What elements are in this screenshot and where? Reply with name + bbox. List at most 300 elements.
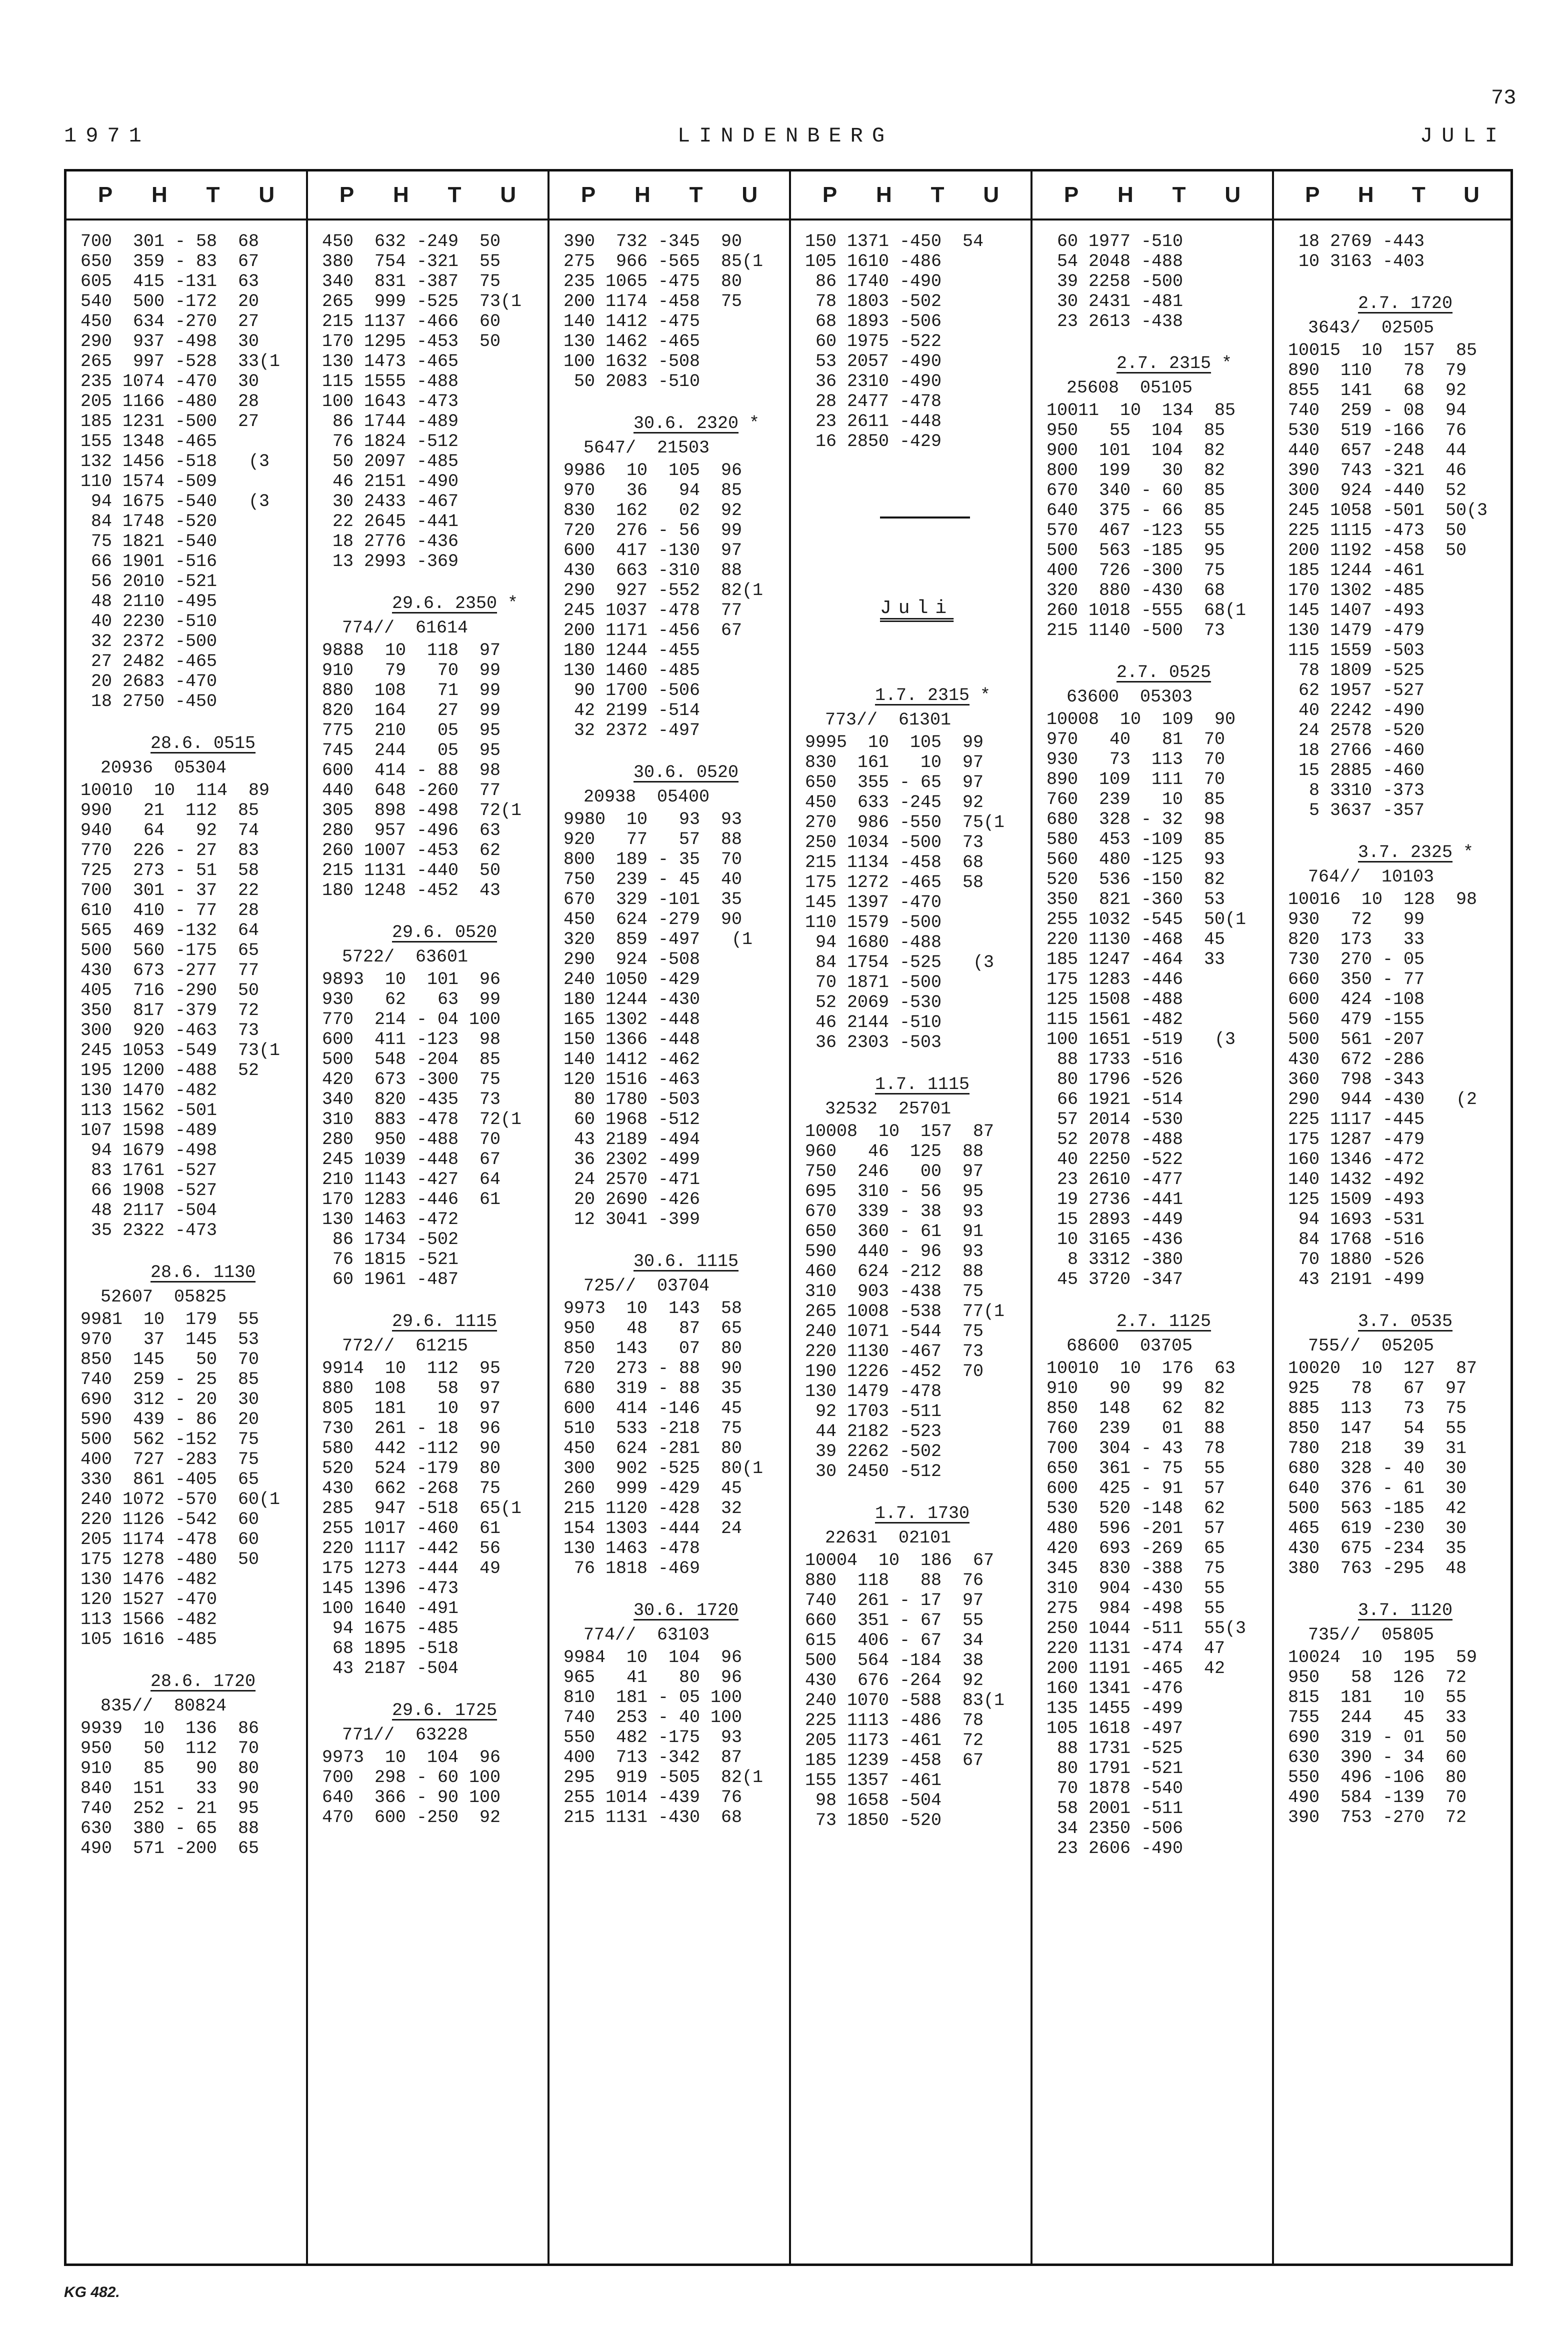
data-row: 10008 10 109 90 <box>1046 710 1236 730</box>
data-row: 400 713 -342 87 <box>564 1748 742 1768</box>
table-column-1 <box>66 172 308 2264</box>
data-row: 36 2310 -490 <box>805 372 942 392</box>
data-row: 80 1780 -503 <box>564 1090 700 1110</box>
data-row: 205 1166 -480 28 <box>80 392 260 412</box>
sounding-title: 28.6. 1720 <box>150 1672 256 1692</box>
data-row: 140 1412 -475 <box>564 312 700 332</box>
data-row: 110 1579 -500 <box>805 912 942 932</box>
data-row: 390 732 -345 90 <box>564 232 742 252</box>
sounding-code: 735// 05805 <box>1308 1625 1434 1645</box>
data-row: 290 927 -552 82(1 <box>564 580 764 600</box>
sounding-code: 773// 61301 <box>825 710 952 730</box>
column-header-label: T <box>1412 182 1426 207</box>
data-row: 235 1065 -475 80 <box>564 272 742 292</box>
column-body <box>1274 220 1510 1828</box>
data-row: 155 1348 -465 <box>80 432 218 452</box>
data-row: 820 173 33 <box>1288 930 1425 950</box>
data-row: 220 1117 -442 56 <box>322 1538 501 1558</box>
data-row: 740 259 - 08 94 <box>1288 400 1467 420</box>
data-row: 530 519 -166 76 <box>1288 420 1467 440</box>
data-row: 290 924 -508 <box>564 950 700 970</box>
data-row: 205 1173 -461 72 <box>805 1730 984 1750</box>
data-row: 590 440 - 96 93 <box>805 1242 984 1262</box>
column-header-label: T <box>689 182 703 207</box>
data-row: 23 2613 -438 <box>1046 312 1184 332</box>
sounding-title: 30.6. 1115 <box>634 1252 739 1272</box>
data-row: 66 1901 -516 <box>80 552 218 572</box>
data-row: 400 726 -300 75 <box>1046 560 1226 580</box>
sounding-table <box>64 169 1513 2266</box>
data-row: 70 1880 -526 <box>1288 1250 1425 1270</box>
sounding-code: 20936 05304 <box>100 758 227 778</box>
data-row: 86 1744 -489 <box>322 412 459 432</box>
data-row: 190 1226 -452 70 <box>805 1362 984 1382</box>
data-row: 360 798 -343 <box>1288 1070 1425 1090</box>
data-row: 605 415 -131 63 <box>80 272 260 292</box>
data-row: 36 2302 -499 <box>564 1150 700 1170</box>
data-row: 165 1302 -448 <box>564 1010 700 1030</box>
data-row: 60 1968 -512 <box>564 1110 700 1130</box>
month-label: JULI <box>1420 124 1506 148</box>
data-row: 750 246 00 97 <box>805 1162 984 1182</box>
data-row: 490 571 -200 65 <box>80 1838 260 1858</box>
data-row: 16 2850 -429 <box>805 432 942 452</box>
data-row: 5 3637 -357 <box>1288 800 1425 820</box>
data-row: 43 2187 -504 <box>322 1658 459 1678</box>
data-row: 76 1815 -521 <box>322 1250 459 1270</box>
data-row: 330 861 -405 65 <box>80 1470 260 1490</box>
data-row: 175 1273 -444 49 <box>322 1558 501 1578</box>
data-row: 660 351 - 67 55 <box>805 1610 984 1630</box>
data-row: 39 2258 -500 <box>1046 272 1184 292</box>
data-row: 240 1050 -429 <box>564 970 700 990</box>
station-title: LINDENBERG <box>678 124 894 148</box>
data-row: 930 62 63 99 <box>322 990 501 1010</box>
column-header-label: H <box>1358 182 1374 207</box>
data-row: 40 2230 -510 <box>80 612 218 632</box>
data-row: 265 999 -525 73(1 <box>322 292 522 312</box>
data-row: 30 2450 -512 <box>805 1462 942 1482</box>
data-row: 34 2350 -506 <box>1046 1818 1184 1838</box>
data-row: 755 244 45 33 <box>1288 1708 1467 1728</box>
data-row: 855 141 68 92 <box>1288 380 1467 400</box>
sounding-code: 835// 80824 <box>100 1696 227 1716</box>
data-row: 113 1562 -501 <box>80 1100 218 1120</box>
data-row: 9995 10 105 99 <box>805 732 984 752</box>
data-row: 670 340 - 60 85 <box>1046 480 1226 500</box>
column-header-label: H <box>393 182 409 207</box>
data-row: 70 1878 -540 <box>1046 1778 1184 1798</box>
data-row: 245 1058 -501 50(3 <box>1288 500 1488 520</box>
data-row: 680 328 - 32 98 <box>1046 810 1226 830</box>
data-row: 23 2610 -477 <box>1046 1170 1184 1190</box>
data-row: 154 1303 -444 24 <box>564 1518 742 1538</box>
data-row: 440 648 -260 77 <box>322 780 501 800</box>
column-header-label: P <box>98 182 113 207</box>
data-row: 58 2001 -511 <box>1046 1798 1184 1818</box>
data-row: 340 831 -387 75 <box>322 272 501 292</box>
data-row: 300 920 -463 73 <box>80 1020 260 1040</box>
data-row: 215 1131 -430 68 <box>564 1808 742 1828</box>
data-row: 215 1140 -500 73 <box>1046 620 1226 640</box>
data-row: 9973 10 104 96 <box>322 1748 501 1768</box>
data-row: 700 301 - 37 22 <box>80 880 260 900</box>
sounding-code: 774// 63103 <box>584 1625 710 1645</box>
data-row: 45 3720 -347 <box>1046 1270 1184 1290</box>
data-row: 66 1921 -514 <box>1046 1090 1184 1110</box>
data-row: 260 1007 -453 62 <box>322 840 501 860</box>
data-row: 27 2482 -465 <box>80 652 218 672</box>
column-header-label: H <box>1118 182 1134 207</box>
data-row: 8 3312 -380 <box>1046 1250 1184 1270</box>
column-header-label: H <box>876 182 892 207</box>
data-row: 220 1131 -474 47 <box>1046 1638 1226 1658</box>
data-row: 15 2885 -460 <box>1288 760 1425 780</box>
data-row: 760 239 01 88 <box>1046 1418 1226 1438</box>
column-body <box>66 220 306 1858</box>
data-row: 8 3310 -373 <box>1288 780 1425 800</box>
column-body <box>308 220 548 1828</box>
table-column-4 <box>791 172 1032 2264</box>
data-row: 195 1200 -488 52 <box>80 1060 260 1080</box>
data-row: 120 1516 -463 <box>564 1070 700 1090</box>
data-row: 910 85 90 80 <box>80 1758 260 1778</box>
data-row: 130 1463 -472 <box>322 1210 459 1230</box>
data-row: 220 1130 -468 45 <box>1046 930 1226 950</box>
data-row: 84 1748 -520 <box>80 512 218 532</box>
data-row: 180 1244 -430 <box>564 990 700 1010</box>
data-row: 770 214 - 04 100 <box>322 1010 501 1030</box>
data-row: 73 1850 -520 <box>805 1810 942 1830</box>
data-row: 175 1272 -465 58 <box>805 872 984 892</box>
data-row: 500 562 -152 75 <box>80 1430 260 1450</box>
data-row: 650 360 - 61 91 <box>805 1222 984 1242</box>
data-row: 130 1460 -485 <box>564 660 700 680</box>
data-row: 54 2048 -488 <box>1046 252 1184 272</box>
data-row: 75 1821 -540 <box>80 532 218 552</box>
data-row: 265 997 -528 33(1 <box>80 352 280 372</box>
data-row: 175 1287 -479 <box>1288 1130 1425 1150</box>
data-row: 780 218 39 31 <box>1288 1438 1467 1458</box>
data-row: 48 2117 -504 <box>80 1200 218 1220</box>
data-row: 15 2893 -449 <box>1046 1210 1184 1230</box>
data-row: 880 108 58 97 <box>322 1378 501 1398</box>
data-row: 32 2372 -497 <box>564 720 700 740</box>
data-row: 245 1037 -478 77 <box>564 600 742 620</box>
data-row: 350 817 -379 72 <box>80 1000 260 1020</box>
data-row: 23 2606 -490 <box>1046 1838 1184 1858</box>
data-row: 720 276 - 56 99 <box>564 520 742 540</box>
data-row: 100 1640 -491 <box>322 1598 459 1618</box>
column-header <box>66 172 306 220</box>
data-row: 695 310 - 56 95 <box>805 1182 984 1202</box>
data-row: 690 312 - 20 30 <box>80 1390 260 1410</box>
column-header-label: U <box>258 182 275 207</box>
data-row: 57 2014 -530 <box>1046 1110 1184 1130</box>
sounding-code: 20938 05400 <box>584 787 710 807</box>
data-row: 610 410 - 77 28 <box>80 900 260 920</box>
data-row: 560 479 -155 <box>1288 1010 1425 1030</box>
data-row: 10010 10 114 89 <box>80 780 270 800</box>
data-row: 450 634 -270 27 <box>80 312 260 332</box>
data-row: 510 533 -218 75 <box>564 1418 742 1438</box>
data-row: 830 162 02 92 <box>564 500 742 520</box>
data-row: 730 270 - 05 <box>1288 950 1425 970</box>
data-row: 650 361 - 75 55 <box>1046 1458 1226 1478</box>
data-row: 130 1479 -479 <box>1288 620 1425 640</box>
data-row: 240 1072 -570 60(1 <box>80 1490 280 1510</box>
data-row: 185 1231 -500 27 <box>80 412 260 432</box>
data-row: 420 673 -300 75 <box>322 1070 501 1090</box>
column-header-label: U <box>1464 182 1480 207</box>
data-row: 98 1658 -504 <box>805 1790 942 1810</box>
data-row: 10 3165 -436 <box>1046 1230 1184 1250</box>
sounding-title: 3.7. 2325 * <box>1358 842 1474 862</box>
data-row: 10015 10 157 85 <box>1288 340 1478 360</box>
table-column-5 <box>1032 172 1274 2264</box>
data-row: 960 46 125 88 <box>805 1142 984 1162</box>
data-row: 185 1244 -461 <box>1288 560 1425 580</box>
data-row: 380 754 -321 55 <box>322 252 501 272</box>
data-row: 10010 10 176 63 <box>1046 1358 1236 1378</box>
data-row: 460 624 -212 88 <box>805 1262 984 1282</box>
data-row: 10011 10 134 85 <box>1046 400 1236 420</box>
data-row: 225 1117 -445 <box>1288 1110 1425 1130</box>
data-row: 160 1341 -476 <box>1046 1678 1184 1698</box>
data-row: 10016 10 128 98 <box>1288 890 1478 910</box>
data-row: 250 1034 -500 73 <box>805 832 984 852</box>
data-row: 200 1192 -458 50 <box>1288 540 1467 560</box>
data-row: 680 319 - 88 35 <box>564 1378 742 1398</box>
data-row: 300 924 -440 52 <box>1288 480 1467 500</box>
column-header-label: U <box>742 182 758 207</box>
form-number: KG 482. <box>64 2284 120 2300</box>
data-row: 170 1295 -453 50 <box>322 332 501 352</box>
column-header <box>1032 172 1272 220</box>
data-row: 50 2097 -485 <box>322 452 459 472</box>
data-row: 86 1734 -502 <box>322 1230 459 1250</box>
data-row: 320 859 -497 (1 <box>564 930 753 950</box>
column-body <box>791 220 1030 1830</box>
data-row: 295 919 -505 82(1 <box>564 1768 764 1788</box>
column-header-label: U <box>1224 182 1241 207</box>
data-row: 290 944 -430 (2 <box>1288 1090 1478 1110</box>
data-row: 950 58 126 72 <box>1288 1668 1467 1688</box>
data-row: 745 244 05 95 <box>322 740 501 760</box>
data-row: 970 37 145 53 <box>80 1330 260 1350</box>
data-row: 13 2993 -369 <box>322 552 459 572</box>
data-row: 500 560 -175 65 <box>80 940 260 960</box>
sounding-title: 1.7. 2315 * <box>875 686 991 706</box>
column-body <box>550 220 789 1828</box>
data-row: 255 1017 -460 61 <box>322 1518 501 1538</box>
data-row: 48 2110 -495 <box>80 592 218 612</box>
data-row: 46 2144 -510 <box>805 1012 942 1032</box>
data-row: 24 2578 -520 <box>1288 720 1425 740</box>
data-row: 580 453 -109 85 <box>1046 830 1226 850</box>
data-row: 180 1248 -452 43 <box>322 880 501 900</box>
data-row: 170 1283 -446 61 <box>322 1190 501 1210</box>
data-row: 770 226 - 27 83 <box>80 840 260 860</box>
data-row: 130 1462 -465 <box>564 332 700 352</box>
data-row: 850 145 50 70 <box>80 1350 260 1370</box>
sounding-title: 29.6. 1115 <box>392 1312 498 1332</box>
sounding-title: 2.7. 2315 * <box>1116 354 1232 374</box>
column-header-label: P <box>1305 182 1320 207</box>
data-row: 19 2736 -441 <box>1046 1190 1184 1210</box>
data-row: 880 108 71 99 <box>322 680 501 700</box>
page-number: 73 <box>1491 86 1516 110</box>
column-header-label: P <box>580 182 596 207</box>
data-row: 260 1018 -555 68(1 <box>1046 600 1246 620</box>
data-row: 275 984 -498 55 <box>1046 1598 1226 1618</box>
column-header-label: H <box>152 182 168 207</box>
data-row: 540 500 -172 20 <box>80 292 260 312</box>
data-row: 310 883 -478 72(1 <box>322 1110 522 1130</box>
data-row: 125 1509 -493 <box>1288 1190 1425 1210</box>
sounding-title: 1.7. 1115 <box>875 1074 970 1094</box>
data-row: 500 564 -184 38 <box>805 1650 984 1670</box>
table-column-3 <box>550 172 791 2264</box>
data-row: 550 496 -106 80 <box>1288 1768 1467 1788</box>
data-row: 20 2683 -470 <box>80 672 218 692</box>
data-row: 60 1975 -522 <box>805 332 942 352</box>
data-row: 850 148 62 82 <box>1046 1398 1226 1418</box>
data-row: 115 1559 -503 <box>1288 640 1425 660</box>
data-row: 245 1039 -448 67 <box>322 1150 501 1170</box>
data-row: 500 563 -185 95 <box>1046 540 1226 560</box>
data-row: 345 830 -388 75 <box>1046 1558 1226 1578</box>
data-row: 170 1302 -485 <box>1288 580 1425 600</box>
data-row: 630 390 - 34 60 <box>1288 1748 1467 1768</box>
data-row: 200 1171 -456 67 <box>564 620 742 640</box>
data-row: 740 253 - 40 100 <box>564 1708 742 1728</box>
data-row: 340 820 -435 73 <box>322 1090 501 1110</box>
data-row: 30 2433 -467 <box>322 492 459 512</box>
data-row: 140 1412 -462 <box>564 1050 700 1070</box>
data-row: 720 273 - 88 90 <box>564 1358 742 1378</box>
data-row: 78 1809 -525 <box>1288 660 1425 680</box>
data-row: 18 2766 -460 <box>1288 740 1425 760</box>
data-row: 46 2151 -490 <box>322 472 459 492</box>
column-header-label: P <box>339 182 354 207</box>
data-row: 113 1566 -482 <box>80 1610 218 1630</box>
data-row: 270 986 -550 75(1 <box>805 812 1005 832</box>
data-row: 155 1357 -461 <box>805 1770 942 1790</box>
data-row: 280 957 -496 63 <box>322 820 501 840</box>
data-row: 9939 10 136 86 <box>80 1718 260 1738</box>
data-row: 40 2250 -522 <box>1046 1150 1184 1170</box>
data-row: 220 1126 -542 60 <box>80 1510 260 1530</box>
data-row: 225 1113 -486 78 <box>805 1710 984 1730</box>
data-row: 60 1977 -510 <box>1046 232 1184 252</box>
data-row: 160 1346 -472 <box>1288 1150 1425 1170</box>
data-row: 9888 10 118 97 <box>322 640 501 660</box>
data-row: 800 189 - 35 70 <box>564 850 742 870</box>
data-row: 76 1818 -469 <box>564 1558 700 1578</box>
data-row: 885 113 73 75 <box>1288 1398 1467 1418</box>
data-row: 10020 10 127 87 <box>1288 1358 1478 1378</box>
data-row: 890 110 78 79 <box>1288 360 1467 380</box>
data-row: 200 1174 -458 75 <box>564 292 742 312</box>
data-row: 68 1895 -518 <box>322 1638 459 1658</box>
data-row: 130 1476 -482 <box>80 1570 218 1590</box>
data-row: 80 1796 -526 <box>1046 1070 1184 1090</box>
data-row: 400 727 -283 75 <box>80 1450 260 1470</box>
data-row: 205 1174 -478 60 <box>80 1530 260 1550</box>
data-row: 700 301 - 58 68 <box>80 232 260 252</box>
data-row: 9914 10 112 95 <box>322 1358 501 1378</box>
data-row: 640 376 - 61 30 <box>1288 1478 1467 1498</box>
data-row: 110 1574 -509 <box>80 472 218 492</box>
data-row: 310 903 -438 75 <box>805 1282 984 1302</box>
data-row: 30 2431 -481 <box>1046 292 1184 312</box>
data-row: 640 366 - 90 100 <box>322 1788 501 1808</box>
data-row: 115 1561 -482 <box>1046 1010 1184 1030</box>
data-row: 215 1134 -458 68 <box>805 852 984 872</box>
column-header-label: P <box>1064 182 1079 207</box>
data-row: 10008 10 157 87 <box>805 1122 994 1142</box>
data-row: 430 672 -286 <box>1288 1050 1425 1070</box>
data-row: 520 524 -179 80 <box>322 1458 501 1478</box>
data-row: 215 1137 -466 60 <box>322 312 501 332</box>
data-row: 43 2189 -494 <box>564 1130 700 1150</box>
data-row: 9986 10 105 96 <box>564 460 742 480</box>
data-row: 105 1610 -486 <box>805 252 942 272</box>
sounding-title: 2.7. 1720 <box>1358 294 1453 314</box>
data-row: 275 966 -565 85(1 <box>564 252 764 272</box>
data-row: 305 898 -498 72(1 <box>322 800 522 820</box>
data-row: 810 181 - 05 100 <box>564 1688 742 1708</box>
data-row: 630 380 - 65 88 <box>80 1818 260 1838</box>
data-row: 40 2242 -490 <box>1288 700 1425 720</box>
data-row: 740 261 - 17 97 <box>805 1590 984 1610</box>
data-row: 730 261 - 18 96 <box>322 1418 501 1438</box>
data-row: 405 716 -290 50 <box>80 980 260 1000</box>
data-row: 130 1473 -465 <box>322 352 459 372</box>
sounding-title: 2.7. 0525 <box>1116 662 1212 682</box>
data-row: 92 1703 -511 <box>805 1402 942 1422</box>
data-row: 470 600 -250 92 <box>322 1808 501 1828</box>
sounding-title: 30.6. 2320 * <box>634 414 760 434</box>
data-row: 490 584 -139 70 <box>1288 1788 1467 1808</box>
data-row: 130 1470 -482 <box>80 1080 218 1100</box>
data-row: 39 2262 -502 <box>805 1442 942 1462</box>
data-row: 94 1679 -498 <box>80 1140 218 1160</box>
data-row: 115 1555 -488 <box>322 372 459 392</box>
data-row: 970 36 94 85 <box>564 480 742 500</box>
sounding-code: 52607 05825 <box>100 1287 227 1307</box>
data-row: 80 1791 -521 <box>1046 1758 1184 1778</box>
data-row: 12 3041 -399 <box>564 1210 700 1230</box>
data-row: 700 298 - 60 100 <box>322 1768 501 1788</box>
data-row: 90 1700 -506 <box>564 680 700 700</box>
sounding-code: 25608 05105 <box>1066 378 1193 398</box>
data-row: 94 1693 -531 <box>1288 1210 1425 1230</box>
column-header-label: U <box>500 182 516 207</box>
data-row: 220 1130 -467 73 <box>805 1342 984 1362</box>
data-row: 35 2322 -473 <box>80 1220 218 1240</box>
data-row: 240 1070 -588 83(1 <box>805 1690 1005 1710</box>
data-row: 225 1115 -473 50 <box>1288 520 1467 540</box>
data-row: 175 1278 -480 50 <box>80 1550 260 1570</box>
data-row: 990 21 112 85 <box>80 800 260 820</box>
data-row: 390 753 -270 72 <box>1288 1808 1467 1828</box>
column-header-label: H <box>634 182 650 207</box>
data-row: 255 1014 -439 76 <box>564 1788 742 1808</box>
data-row: 240 1071 -544 75 <box>805 1322 984 1342</box>
data-row: 880 118 88 76 <box>805 1570 984 1590</box>
